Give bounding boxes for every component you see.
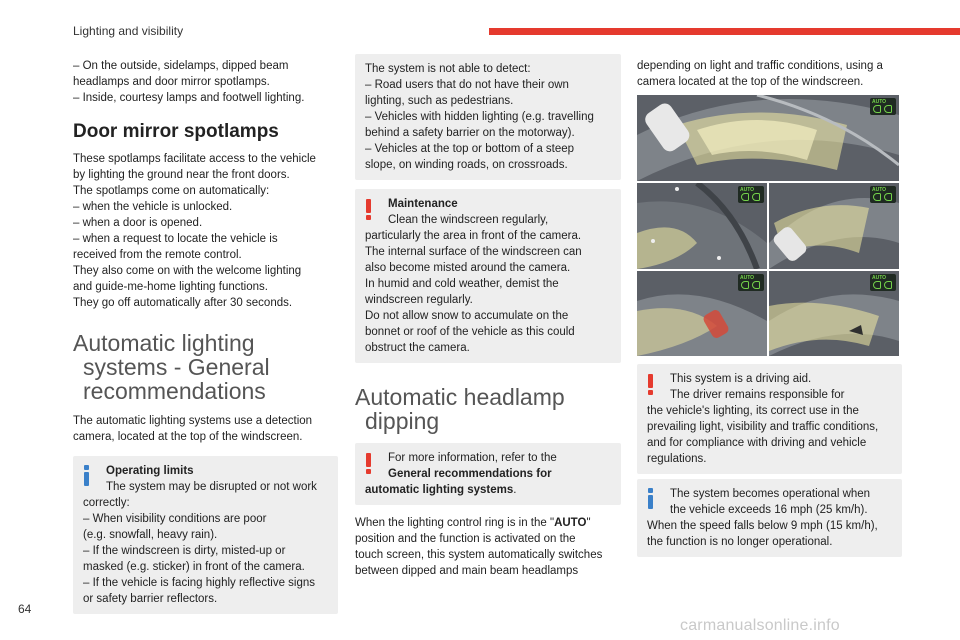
operating-limits-box: Operating limits The system may be disrupted or not work correctly: – When visibility conditions are poor (e.g. snowfall, heavy rain). – If the windscreen is dirty, misted-up or masked (e.g. sticker) in front of the camera. – If the vehicle is facing highly reflective signs or safety barrier reflectors. (73, 456, 338, 614)
curve-scene (769, 271, 899, 356)
auto-lighting-indicator: AUTO (738, 186, 764, 203)
page-number: 64 (18, 602, 32, 616)
auto-lighting-indicator: AUTO (870, 274, 896, 291)
spotlamps-text: These spotlamps facilitate access to the vehicle by lighting the ground near the front doors. The spotlamps come on automatically: – when the vehicle is unlocked. – when a door is opened. – when a request to locate the vehicle is received from the remote control. They also come on with the welcome lighting and guide-me-home lighting functions. They go off automatically after 30 seconds. (73, 153, 316, 309)
column-3 (637, 58, 903, 90)
headlamp-dipping-heading: Automatic headlamp dipping (355, 384, 565, 434)
headlamp-dipping-illustration (637, 95, 899, 356)
warning-icon (647, 374, 653, 394)
warning-icon (365, 199, 371, 219)
section-title: Lighting and visibility (73, 24, 184, 38)
column-2 (355, 54, 621, 579)
automatic-lighting-heading: Automatic lighting systems - General recommendations (73, 330, 270, 404)
automatic-lighting-text: The automatic lighting systems use a detection camera, located at the top of the windscreen. (73, 415, 313, 443)
pedestrian-scene (637, 183, 767, 269)
headlamp-dipping-text: When the lighting control ring is in the "AUTO" position and the function is activated on the touch screen, this system automatically switches between dipped and main beam headlamps (355, 517, 603, 577)
reference-box: For more information, refer to the General recommendations for automatic lighting systems. (355, 443, 621, 505)
oncoming-vehicle-scene (769, 183, 899, 269)
warning-icon (365, 453, 371, 473)
auto-lighting-indicator: AUTO (870, 98, 896, 115)
driving-aid-box: This system is a driving aid. The driver remains responsible for the vehicle's lighting, its correct use in the prevailing light, visibility and traffic conditions, and for compliance with driving and vehicle regulations. (637, 364, 902, 474)
intro-text: – On the outside, sidelamps, dipped beam headlamps and door mirror spotlamps. – Inside, courtesy lamps and footwell lighting. (73, 60, 305, 104)
auto-lighting-indicator: AUTO (870, 186, 896, 203)
auto-lighting-indicator: AUTO (738, 274, 764, 291)
header-accent-bar (489, 28, 960, 35)
info-icon (647, 488, 653, 508)
main-beam-scene (637, 95, 899, 181)
info-icon (83, 465, 89, 485)
continued-text: depending on light and traffic conditions, using a camera located at the top of the windscreen. (637, 60, 883, 88)
vehicle-ahead-scene (637, 271, 767, 356)
maintenance-box: Maintenance Clean the windscreen regularly, particularly the area in front of the camera. The internal surface of the windscreen can also become misted around the camera. In humid and cold weather, demist the windscreen regularly. Do not allow snow to accumulate on the bonnet or roof of the vehicle as this could obstruct the camera. (355, 189, 621, 363)
speed-threshold-box: The system becomes operational when the vehicle exceeds 16 mph (25 km/h). When the speed falls below 9 mph (15 km/h), the function is no longer operational. (637, 479, 902, 557)
column-1 (73, 58, 338, 614)
door-mirror-spotlamps-heading: Door mirror spotlamps (73, 121, 279, 142)
detection-limits-box: The system is not able to detect: – Road users that do not have their own lighting, such as pedestrians. – Vehicles with hidden lighting (e.g. travelling behind a safety barrier on the motorway). – Vehicles at the top or bottom of a steep slope, on winding roads, on crossroads. (355, 54, 621, 180)
watermark: carmanualsonline.info (680, 617, 840, 634)
